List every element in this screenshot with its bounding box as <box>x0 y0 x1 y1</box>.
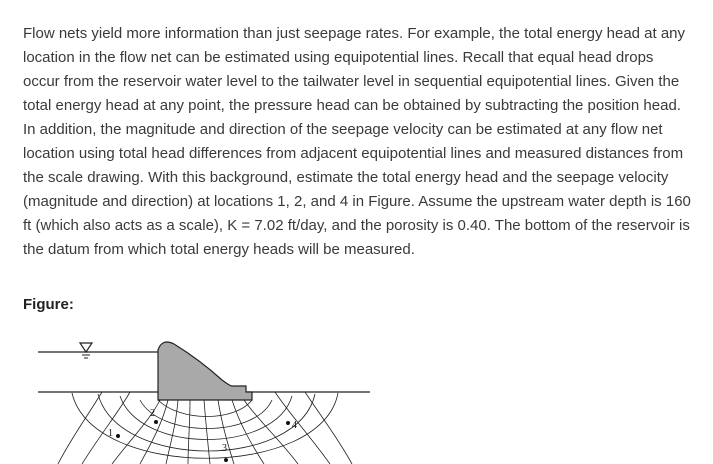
problem-statement: Flow nets yield more information than just seepage rates. For example, the total energy head at any location in the flow net can be estimated using equipotential lines. Recall that equal head drops occur from the reservoir water level to the tailwater level in sequential equipotential lines. Given the total energy head at any point, the pressure head can be obtained by subtracting the position head. In addition, the magnitude and direction of the seepage velocity can be estimated at any flow net location using total head differences from adjacent equipotential lines and measured distances from the scale drawing. With this background, estimate the total energy head and the seepage velocity (magnitude and direction) at locations 1, 2, and 4 in Figure. Assume the upstream water depth is 160 ft (which also acts as a scale), K = 7.02 ft/day, and the porosity is 0.40. The bottom of the reservoir is the datum from which total energy heads will be measured. <box>23 25 691 258</box>
point-4-label: 4 <box>292 420 297 431</box>
point-4-marker <box>286 421 290 425</box>
point-2-label: 2 <box>150 408 155 419</box>
point-1-label: 1 <box>108 428 113 439</box>
point-1-marker <box>116 434 120 438</box>
figure-heading: Figure: <box>23 296 74 313</box>
point-3-marker <box>224 458 228 462</box>
water-level-marker-icon <box>80 343 92 358</box>
flow-net-figure <box>30 330 370 464</box>
flow-net <box>58 392 352 464</box>
point-3-label: 3 <box>222 443 227 454</box>
dam <box>158 342 252 400</box>
point-2-marker <box>154 420 158 424</box>
